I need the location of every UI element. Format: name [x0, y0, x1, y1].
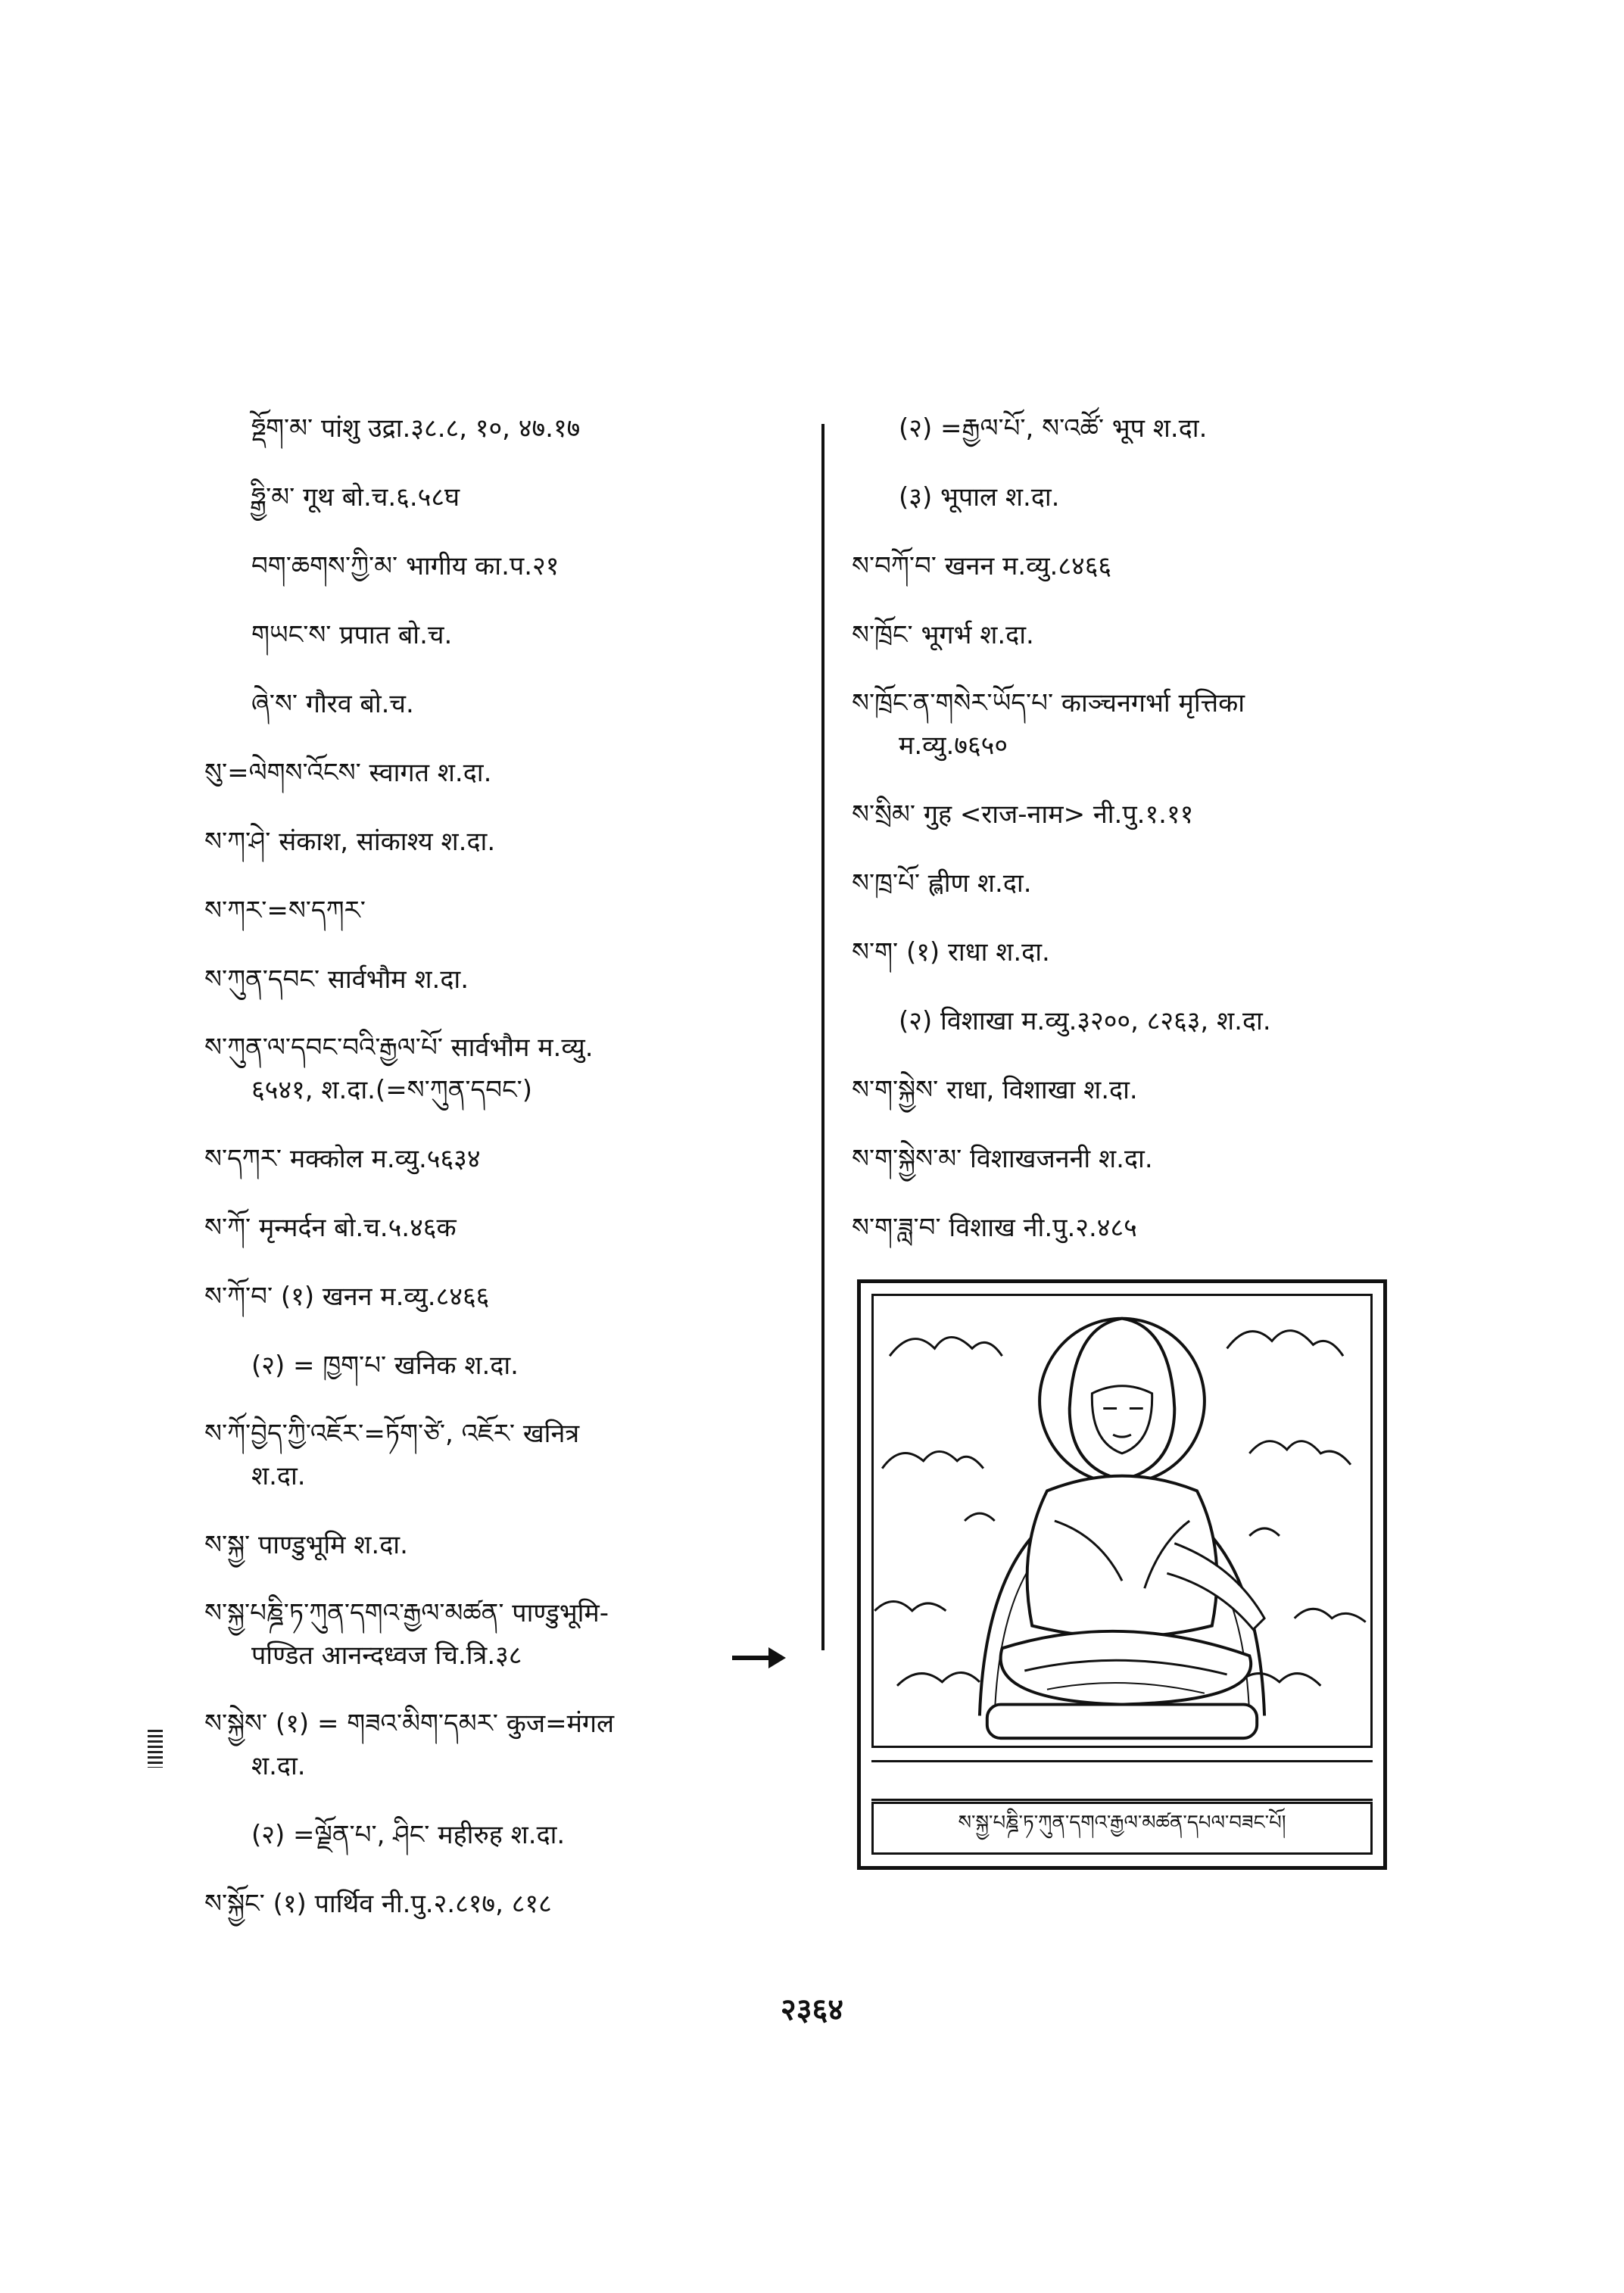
entry-text: (२) = ཁྱག་པ་ खनिक श.दा. [251, 1350, 519, 1381]
dictionary-entry [204, 1800, 810, 1869]
entry-text: ས་སྐྱོང་ (१) पार्थिव नी.पु.२.८१७, ८१८ [204, 1888, 552, 1919]
dictionary-entry [204, 945, 810, 1014]
entry-continuation: श.दा. [251, 1461, 306, 1491]
dictionary-entry [204, 1124, 810, 1193]
dictionary-entry [204, 1262, 810, 1331]
dictionary-entry [852, 849, 1480, 918]
entry-text: ས་སྐྱ་ पाण्डुभूमि श.दा. [204, 1529, 408, 1560]
dictionary-entry [852, 918, 1480, 986]
dictionary-entry [204, 1014, 810, 1124]
entry-text: ས་ཁྲོང་ भूगर्भ श.दा. [852, 619, 1034, 650]
entry-continuation: म.व्यु.७६५० [899, 731, 1008, 761]
dictionary-entry [204, 1510, 810, 1579]
dictionary-entry [852, 1193, 1480, 1262]
dictionary-entry [204, 1400, 810, 1510]
dictionary-entry [204, 1579, 810, 1690]
entry-text: ས་སྐྱེས་ (१) = གཟའ་མིག་དམར་ कुज=मंगल [204, 1709, 615, 1739]
dictionary-entry [204, 531, 810, 600]
dictionary-entry [852, 780, 1480, 849]
dictionary-entry [852, 531, 1480, 600]
entry-text: ས་ཀོ་བྱེད་ཀྱི་འཇོར་=ཏོག་ཙེ་, འཇོར་ खनित्र [204, 1419, 580, 1449]
entry-text: སུ་=ལེགས་འོངས་ स्वागत श.दा. [204, 757, 492, 788]
left-column [204, 394, 810, 1938]
entry-text: ས་ག་སྐྱེས་མ་ विशाखजननी श.दा. [852, 1143, 1153, 1174]
dictionary-entry [852, 669, 1480, 780]
seated-figure-icon [874, 1296, 1370, 1746]
dictionary-entry [852, 1124, 1480, 1193]
dictionary-entry [204, 876, 810, 945]
entry-text: ས་ཀོ་ मृन्मर्दन बो.च.५.४६क [204, 1212, 457, 1243]
margin-mark [148, 1730, 163, 1768]
entry-text: (२) विशाखा म.व्यु.३२००, ८२६३, श.दा. [899, 1005, 1271, 1036]
entry-text: ས་ཁྲོང་ན་གསེར་ཡོད་པ་ काञ्चनगर्भा मृत्तिका [852, 688, 1245, 718]
dictionary-entry [204, 463, 810, 531]
entry-text: ས་ག་ (१) राधा श.दा. [852, 936, 1050, 967]
entry-text: ཧྡོག་མ་ पांशु उद्रा.३८.८, १०, ४७.१७ [251, 413, 581, 444]
entry-text: ས་ཀུན་ལ་དབང་བའི་རྒྱལ་པོ་ सार्वभौम म.व्यु. [204, 1033, 594, 1063]
dictionary-entry [204, 600, 810, 669]
dictionary-entry [852, 463, 1480, 531]
entry-text: (२) =རྒྱལ་པོ་, ས་འཚོ་ भूप श.दा. [899, 413, 1208, 444]
dictionary-entry [204, 669, 810, 738]
entry-text: ས་སྲིམ་ गुह <राज-नाम> नी.पु.१.११ [852, 799, 1194, 830]
arrow-right-icon [731, 1643, 787, 1673]
entry-text: ས་ཁྲ་པོ་ ह्लीण श.दा. [852, 868, 1032, 899]
dictionary-entry [204, 1193, 810, 1262]
entry-text: ས་ག་ཟླ་བ་ विशाख नी.पु.२.४८५ [852, 1212, 1137, 1243]
dictionary-entry [204, 738, 810, 807]
dictionary-entry [852, 986, 1480, 1055]
dictionary-entry [204, 1331, 810, 1400]
entry-continuation: ६५४१, श.दा.(=ས་ཀུན་དབང་) [251, 1075, 533, 1105]
dictionary-entry [852, 394, 1480, 463]
caption-divider-band [871, 1760, 1373, 1801]
figure-caption: ས་སྐྱ་པཎྜི་ཏ་ཀུན་དགའ་རྒྱལ་མཚན་དཔལ་བཟང་པོ། [871, 1802, 1373, 1855]
column-divider [821, 424, 824, 1650]
dictionary-entry [204, 807, 810, 876]
entry-continuation: श.दा. [251, 1751, 306, 1781]
entry-text: ས་ཀར་=ས་དཀར་ [204, 895, 366, 926]
entry-text: ས་དཀར་ मक्कोल म.व्यु.५६३४ [204, 1143, 481, 1174]
entry-text: ས་ཀོ་བ་ (१) खनन म.व्यु.८४६६ [204, 1281, 490, 1312]
entry-text: (३) भूपाल श.दा. [899, 481, 1060, 512]
dictionary-entry [204, 1690, 810, 1800]
woodblock-illustration [857, 1279, 1387, 1870]
entry-text: ས་ཀུན་དབང་ सार्वभौम श.दा. [204, 964, 469, 995]
dictionary-entry [204, 1869, 810, 1938]
entry-text: བག་ཆགས་ཀྱི་མ་ भागीय का.प.२१ [251, 550, 560, 581]
right-column [852, 394, 1480, 1262]
entry-text: (२) =ལྗོན་པ་, ཤིང་ महीरुह श.दा. [251, 1819, 566, 1850]
entry-text: ཞེ་ས་ गौरव बो.च. [251, 688, 414, 719]
entry-text: ཧྒྱི་མ་ गूथ बो.च.६.५८घ [251, 481, 460, 512]
entry-text: ས་བཀོ་བ་ खनन म.व्यु.८४६६ [852, 550, 1112, 581]
illustration-frame [871, 1294, 1373, 1748]
dictionary-entry [852, 1055, 1480, 1124]
dictionary-entry [852, 600, 1480, 669]
entry-text: གཡང་ས་ प्रपात बो.च. [251, 619, 453, 650]
page-number: २३६४ [780, 1992, 844, 2027]
entry-text: ས་ག་སྐྱེས་ राधा, विशाखा श.दा. [852, 1074, 1138, 1105]
entry-text: ས་ཀ་ཤེ་ संकाश, सांकाश्य श.दा. [204, 826, 496, 857]
entry-continuation: पण्डित आनन्दध्वज चि.त्रि.३८ [251, 1640, 522, 1671]
dictionary-entry [204, 394, 810, 463]
entry-text: ས་སྐྱ་པཎྜི་ཏ་ཀུན་དགའ་རྒྱལ་མཚན་ पाण्डुभूमि- [204, 1598, 609, 1628]
